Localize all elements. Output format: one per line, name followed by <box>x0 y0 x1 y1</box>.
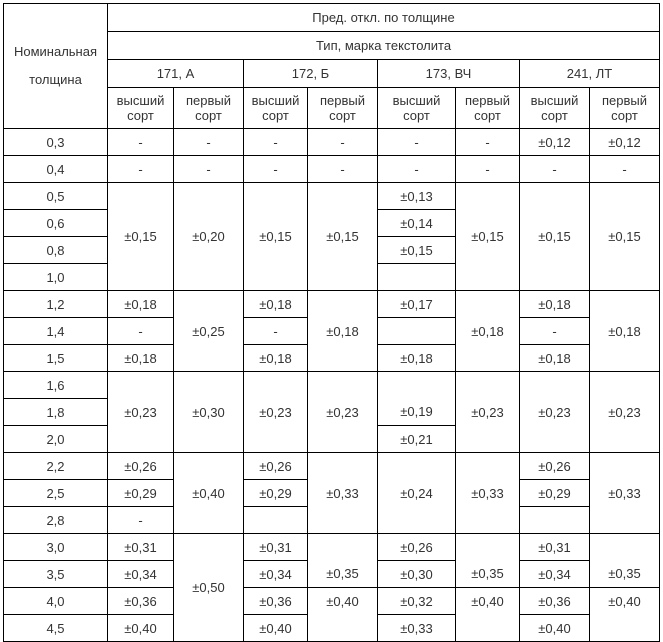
value-cell: ±0,18 <box>308 291 378 372</box>
value-cell: ±0,18 <box>108 291 174 318</box>
value-cell: ±0,26 <box>520 453 590 480</box>
thickness-cell: 0,5 <box>4 183 108 210</box>
value-cell: ±0,35 <box>456 534 520 588</box>
value-cell: ±0,33 <box>308 453 378 534</box>
deviation-header: Пред. откл. по толщине <box>108 4 660 32</box>
value-cell: ±0,23 <box>108 372 174 453</box>
value-cell: ±0,18 <box>244 291 308 318</box>
value-cell: ±0,18 <box>244 345 308 372</box>
grade-header: 241, ЛТ <box>520 60 660 88</box>
grade-header: 173, ВЧ <box>378 60 520 88</box>
value-cell: - <box>456 129 520 156</box>
value-cell: ±0,40 <box>590 588 660 642</box>
value-cell: - <box>308 156 378 183</box>
value-cell: ±0,17 <box>378 291 456 318</box>
grade-header: 171, А <box>108 60 244 88</box>
value-cell: ±0,31 <box>244 534 308 561</box>
value-cell: ±0,23 <box>456 372 520 453</box>
sort-header-first: первый сорт <box>308 88 378 129</box>
value-cell: - <box>244 129 308 156</box>
value-cell: ±0,23 <box>244 372 308 453</box>
value-cell: ±0,30 <box>174 372 244 453</box>
thickness-cell: 1,2 <box>4 291 108 318</box>
value-cell: ±0,15 <box>378 237 456 264</box>
value-cell <box>244 507 308 534</box>
sort-header-top: высший сорт <box>108 88 174 129</box>
value-cell: - <box>174 156 244 183</box>
sort-header-first: первый сорт <box>174 88 244 129</box>
thickness-cell: 2,0 <box>4 426 108 453</box>
value-cell: ±0,26 <box>378 534 456 561</box>
value-cell: - <box>378 129 456 156</box>
value-cell: ±0,29 <box>108 480 174 507</box>
thickness-cell: 4,0 <box>4 588 108 615</box>
value-cell: ±0,40 <box>308 588 378 642</box>
thickness-cell: 3,0 <box>4 534 108 561</box>
value-cell: ±0,40 <box>520 615 590 642</box>
value-cell: ±0,20 <box>174 183 244 291</box>
value-cell: - <box>456 156 520 183</box>
value-cell: - <box>590 156 660 183</box>
thickness-cell: 2,2 <box>4 453 108 480</box>
value-cell: - <box>108 318 174 345</box>
thickness-cell: 1,6 <box>4 372 108 399</box>
value-cell: ±0,18 <box>520 345 590 372</box>
value-cell: ±0,26 <box>244 453 308 480</box>
value-cell: ±0,25 <box>174 291 244 372</box>
sort-header-top: высший сорт <box>520 88 590 129</box>
value-cell: - <box>244 156 308 183</box>
value-cell: ±0,33 <box>590 453 660 534</box>
thickness-cell: 1,4 <box>4 318 108 345</box>
value-cell: - <box>520 318 590 345</box>
value-cell: - <box>174 129 244 156</box>
grade-header: 172, Б <box>244 60 378 88</box>
value-cell: ±0,18 <box>520 291 590 318</box>
thickness-cell: 4,5 <box>4 615 108 642</box>
value-cell: ±0,31 <box>520 534 590 561</box>
value-cell: ±0,18 <box>456 291 520 372</box>
value-cell: ±0,29 <box>244 480 308 507</box>
value-cell: ±0,15 <box>308 183 378 291</box>
value-cell: ±0,35 <box>590 534 660 588</box>
value-cell: ±0,33 <box>456 453 520 534</box>
value-cell: ±0,36 <box>244 588 308 615</box>
value-cell: ±0,13 <box>378 183 456 210</box>
value-cell: ±0,19 <box>378 372 456 426</box>
value-cell: ±0,31 <box>108 534 174 561</box>
sort-header-top: высший сорт <box>378 88 456 129</box>
thickness-cell: 1,0 <box>4 264 108 291</box>
value-cell: ±0,34 <box>520 561 590 588</box>
thickness-cell: 0,8 <box>4 237 108 264</box>
value-cell: ±0,23 <box>520 372 590 453</box>
value-cell: ±0,18 <box>108 345 174 372</box>
value-cell: ±0,18 <box>378 345 456 372</box>
value-cell: ±0,36 <box>520 588 590 615</box>
value-cell: ±0,15 <box>244 183 308 291</box>
thickness-cell: 1,5 <box>4 345 108 372</box>
type-brand-header: Тип, марка текстолита <box>108 32 660 60</box>
value-cell: ±0,12 <box>520 129 590 156</box>
thickness-cell: 2,8 <box>4 507 108 534</box>
value-cell: ±0,40 <box>456 588 520 642</box>
value-cell <box>378 318 456 345</box>
value-cell: ±0,30 <box>378 561 456 588</box>
value-cell: - <box>108 129 174 156</box>
sort-header-first: первый сорт <box>590 88 660 129</box>
thickness-cell: 2,5 <box>4 480 108 507</box>
thickness-cell: 0,6 <box>4 210 108 237</box>
value-cell: ±0,36 <box>108 588 174 615</box>
value-cell: ±0,35 <box>308 534 378 588</box>
value-cell: ±0,21 <box>378 426 456 453</box>
value-cell: ±0,23 <box>590 372 660 453</box>
value-cell: ±0,40 <box>174 453 244 534</box>
value-cell <box>520 507 590 534</box>
value-cell: ±0,33 <box>378 615 456 642</box>
value-cell: ±0,15 <box>520 183 590 291</box>
tolerance-table <box>3 3 660 642</box>
value-cell: ±0,34 <box>244 561 308 588</box>
value-cell: ±0,24 <box>378 453 456 534</box>
value-cell: - <box>378 156 456 183</box>
value-cell: ±0,32 <box>378 588 456 615</box>
thickness-cell: 0,4 <box>4 156 108 183</box>
value-cell: ±0,18 <box>590 291 660 372</box>
sort-header-top: высший сорт <box>244 88 308 129</box>
value-cell: ±0,29 <box>520 480 590 507</box>
thickness-cell: 3,5 <box>4 561 108 588</box>
nominal-thickness-header: Номинальная толщина <box>4 4 108 129</box>
value-cell: ±0,15 <box>590 183 660 291</box>
thickness-cell: 1,8 <box>4 399 108 426</box>
value-cell: ±0,34 <box>108 561 174 588</box>
value-cell: ±0,50 <box>174 534 244 642</box>
value-cell: - <box>108 507 174 534</box>
value-cell: ±0,40 <box>244 615 308 642</box>
value-cell: ±0,15 <box>108 183 174 291</box>
value-cell: ±0,26 <box>108 453 174 480</box>
value-cell: ±0,40 <box>108 615 174 642</box>
value-cell <box>378 264 456 291</box>
thickness-cell: 0,3 <box>4 129 108 156</box>
value-cell: ±0,12 <box>590 129 660 156</box>
value-cell: ±0,23 <box>308 372 378 453</box>
value-cell: - <box>520 156 590 183</box>
value-cell: - <box>308 129 378 156</box>
value-cell: - <box>244 318 308 345</box>
value-cell: ±0,14 <box>378 210 456 237</box>
value-cell: ±0,15 <box>456 183 520 291</box>
sort-header-first: первый сорт <box>456 88 520 129</box>
value-cell: - <box>108 156 174 183</box>
